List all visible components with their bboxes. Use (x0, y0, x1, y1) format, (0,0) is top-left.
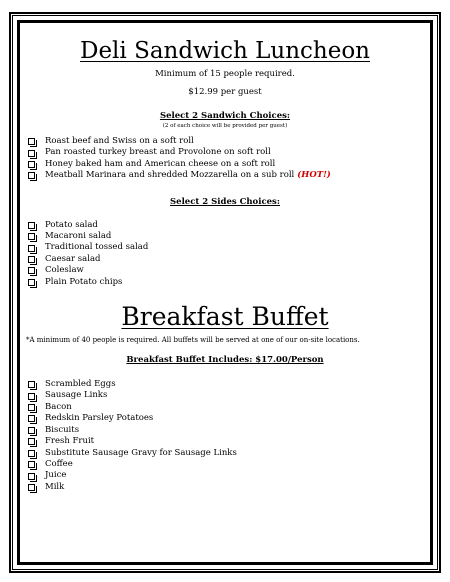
sides-list (26, 220, 424, 288)
list-item: Caesar salad (28, 254, 424, 265)
list-item: Bacon (28, 402, 424, 413)
checkbox-icon (28, 473, 35, 480)
checkbox-icon (28, 172, 35, 179)
list-item: Roast beef and Swiss on a soft roll (28, 136, 424, 147)
list-item: Honey baked ham and American cheese on a soft roll (28, 159, 424, 170)
list-item: Juice (28, 470, 424, 481)
deli-price: $12.99 per guest (188, 87, 262, 97)
breakfast-list (26, 379, 424, 493)
list-item: Meatball Marinara and shredded Mozzarella on a sub roll (HOT!) (28, 170, 424, 181)
hot-label: (HOT!) (297, 170, 331, 181)
deli-title: Deli Sandwich Luncheon (80, 38, 370, 64)
list-item: Biscuits (28, 425, 424, 436)
checkbox-icon (28, 438, 35, 445)
list-item: Redskin Parsley Potatoes (28, 413, 424, 424)
breakfast-title: Breakfast Buffet (121, 302, 329, 332)
list-item: Potato salad (28, 220, 424, 231)
checkbox-icon (28, 161, 35, 168)
list-item: Sausage Links (28, 390, 424, 401)
list-item: Fresh Fruit (28, 436, 424, 447)
checkbox-icon (28, 233, 35, 240)
checkbox-icon (28, 484, 35, 491)
sides-heading: Select 2 Sides Choices: (170, 196, 280, 207)
checkbox-icon (28, 150, 35, 157)
list-item: Coffee (28, 459, 424, 470)
deli-minimum: Minimum of 15 people required. (155, 69, 295, 79)
list-item: Plain Potato chips (28, 277, 424, 288)
checkbox-icon (28, 267, 35, 274)
list-item: Pan roasted turkey breast and Provolone on soft roll (28, 147, 424, 158)
sandwich-list (26, 136, 424, 182)
checkbox-icon (28, 245, 35, 252)
checkbox-icon (28, 427, 35, 434)
checkbox-icon (28, 256, 35, 263)
breakfast-note: *A minimum of 40 people is required. All buffets will be served at one of our on-site locations. (26, 336, 360, 345)
list-item: Traditional tossed salad (28, 242, 424, 253)
checkbox-icon (28, 415, 35, 422)
list-item: Substitute Sausage Gravy for Sausage Links (28, 448, 424, 459)
checkbox-icon (28, 138, 35, 145)
list-item: Macaroni salad (28, 231, 424, 242)
menu-content (26, 36, 424, 493)
checkbox-icon (28, 404, 35, 411)
checkbox-icon (28, 222, 35, 229)
checkbox-icon (28, 393, 35, 400)
breakfast-includes-heading: Breakfast Buffet Includes: $17.00/Person (126, 355, 324, 366)
checkbox-icon (28, 279, 35, 286)
list-item: Scrambled Eggs (28, 379, 424, 390)
checkbox-icon (28, 450, 35, 457)
checkbox-icon (28, 381, 35, 388)
sandwich-heading: Select 2 Sandwich Choices: (159, 111, 291, 121)
sandwich-note: (2 of each choice will be provided per guest) (162, 123, 288, 129)
checkbox-icon (28, 461, 35, 468)
list-item: Coleslaw (28, 265, 424, 276)
list-item: Milk (28, 482, 424, 493)
